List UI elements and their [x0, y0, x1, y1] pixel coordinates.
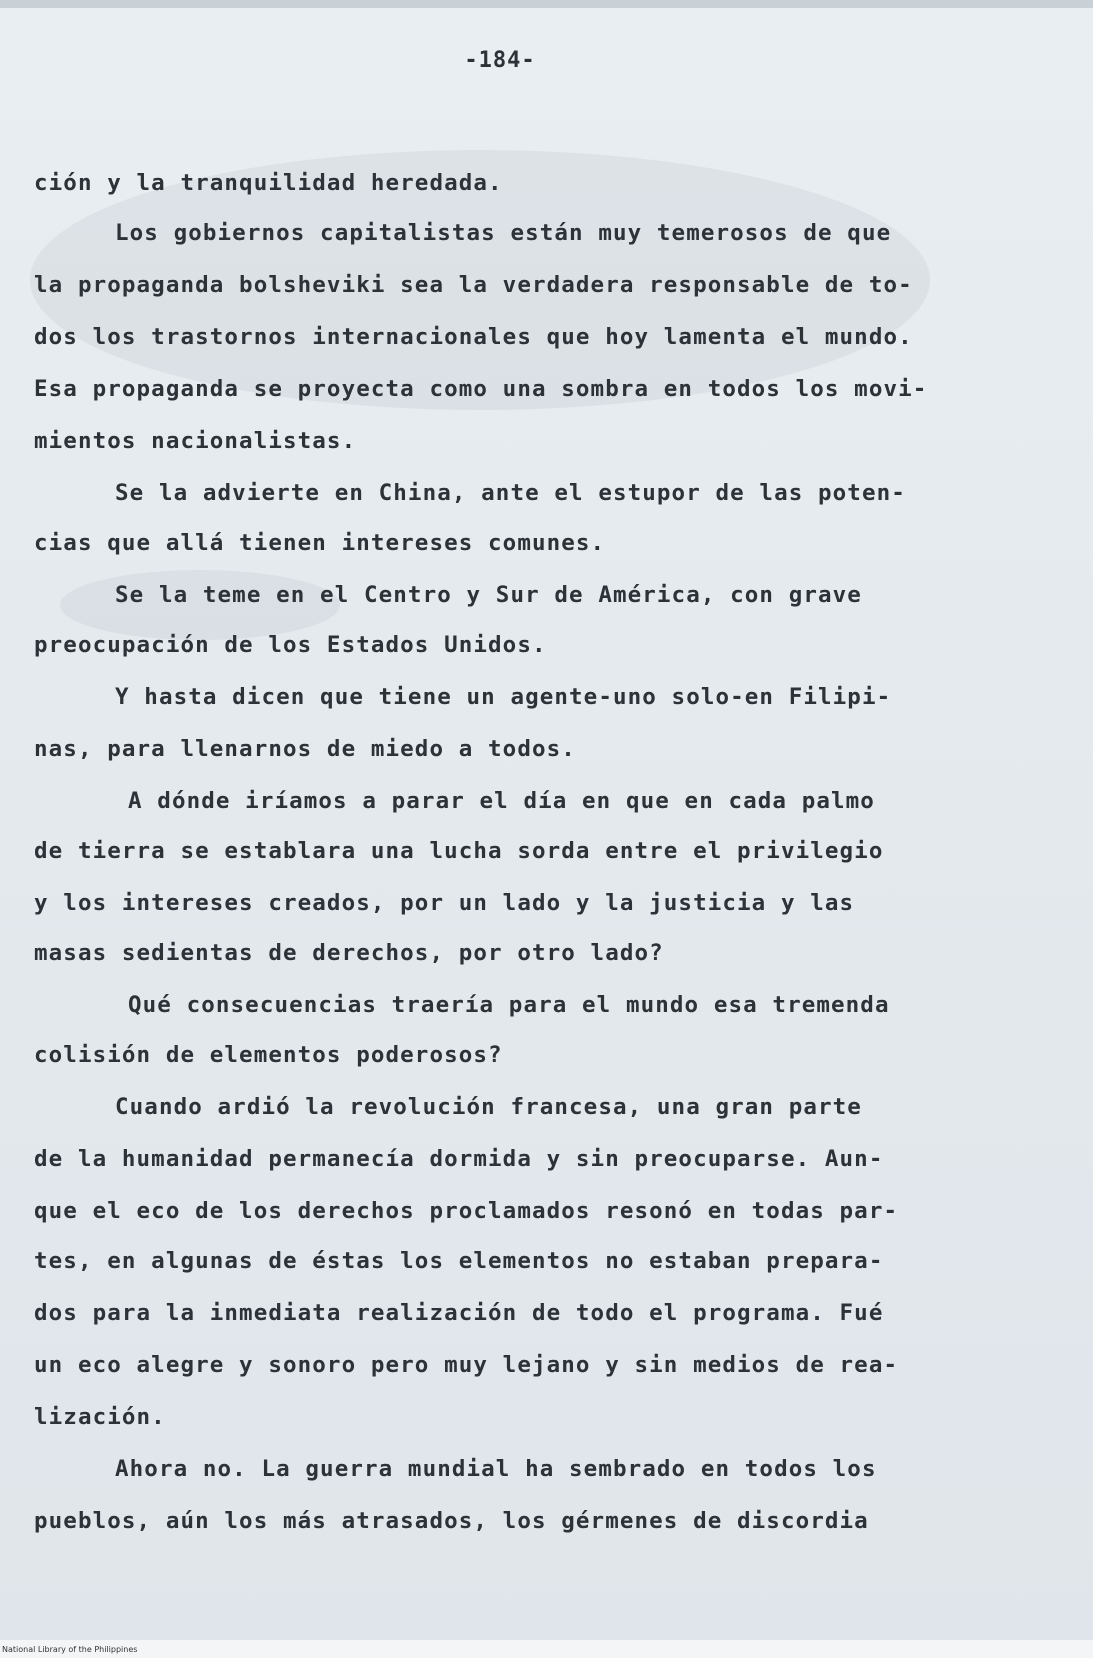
text-line: Cuando ardió la revolución francesa, una gran parte	[115, 1094, 862, 1120]
text-line: nas, para llenarnos de miedo a todos.	[34, 736, 576, 762]
text-line: A dónde iríamos a parar el día en que en cada palmo	[128, 788, 875, 814]
page-top-edge	[0, 0, 1093, 8]
text-line: ción y la tranquilidad heredada.	[34, 170, 503, 196]
text-line: Se la teme en el Centro y Sur de América, con grave	[115, 582, 862, 608]
text-line: dos los trastornos internacionales que hoy lamenta el mundo.	[34, 324, 913, 350]
text-line: de tierra se establara una lucha sorda entre el privilegio	[34, 838, 884, 864]
text-line: la propaganda bolsheviki sea la verdadera responsable de to-	[34, 272, 913, 298]
text-line: Qué consecuencias traería para el mundo esa tremenda	[128, 992, 890, 1018]
text-line: Esa propaganda se proyecta como una sombra en todos los movi-	[34, 376, 928, 402]
text-line: lización.	[34, 1404, 166, 1430]
text-line: Se la advierte en China, ante el estupor de las poten-	[115, 480, 906, 506]
text-line: preocupación de los Estados Unidos.	[34, 632, 547, 658]
text-line: masas sedientas de derechos, por otro lado?	[34, 940, 664, 966]
text-line: y los intereses creados, por un lado y la justicia y las	[34, 890, 855, 916]
text-line: dos para la inmediata realización de todo el programa. Fué	[34, 1300, 884, 1326]
text-line: pueblos, aún los más atrasados, los gérmenes de discordia	[34, 1508, 869, 1534]
text-line: Los gobiernos capitalistas están muy temerosos de que	[115, 220, 892, 246]
page-number: -184-	[464, 48, 536, 73]
text-line: cias que allá tienen intereses comunes.	[34, 530, 606, 556]
text-line: Ahora no. La guerra mundial ha sembrado en todos los	[115, 1456, 877, 1482]
text-line: tes, en algunas de éstas los elementos no estaban prepara-	[34, 1248, 884, 1274]
text-line: mientos nacionalistas.	[34, 428, 357, 454]
library-credit: National Library of the Philippines	[2, 1645, 138, 1654]
text-line: Y hasta dicen que tiene un agente-uno solo-en Filipi-	[115, 684, 892, 710]
text-line: de la humanidad permanecía dormida y sin preocuparse. Aun-	[34, 1146, 884, 1172]
text-line: colisión de elementos poderosos?	[34, 1042, 503, 1068]
text-line: un eco alegre y sonoro pero muy lejano y sin medios de rea-	[34, 1352, 899, 1378]
footer-strip	[0, 1640, 1093, 1658]
text-line: que el eco de los derechos proclamados resonó en todas par-	[34, 1198, 899, 1224]
